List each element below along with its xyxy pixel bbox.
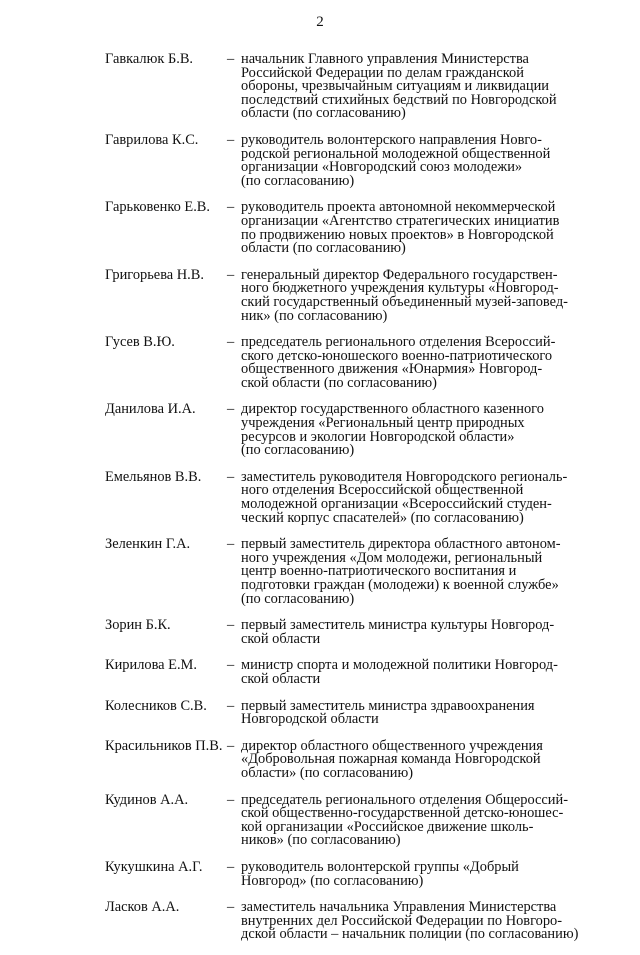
member-name: Данилова И.А. bbox=[105, 401, 196, 418]
member-position: первый заместитель министра здравоохранения Новгородской области bbox=[241, 697, 535, 728]
member-position: директор областного общественного учреждения «Добровольная пожарная команда Новгородской области» (по согласованию) bbox=[241, 737, 543, 781]
list-item bbox=[105, 791, 595, 849]
dash-separator: – bbox=[227, 536, 235, 553]
member-name: Красильников П.В. bbox=[105, 737, 223, 754]
dash-separator: – bbox=[227, 131, 235, 148]
dash-separator: – bbox=[227, 266, 235, 283]
member-name: Гавкалюк Б.В. bbox=[105, 51, 194, 67]
member-position: первый заместитель директора областного автоном- ного учреждения «Дом молодежи, региональный центр военно-патриотического воспитания и подготовки граждан (молодежи) к военной службе» (по согласованию) bbox=[241, 536, 561, 607]
member-name: Гусев В.Ю. bbox=[105, 334, 175, 351]
member-name: Зорин Б.К. bbox=[105, 617, 171, 634]
member-name: Гаврилова К.С. bbox=[105, 131, 199, 148]
page-number: 2 bbox=[316, 14, 324, 30]
member-list bbox=[105, 53, 595, 955]
member-position: директор государственного областного казенного учреждения «Региональный центр природных ресурсов и экологии Новгородской области» (по согласованию) bbox=[241, 401, 544, 459]
dash-separator: – bbox=[227, 657, 235, 674]
dash-separator: – bbox=[227, 51, 235, 67]
member-name: Емельянов В.В. bbox=[105, 468, 202, 485]
dash-separator: – bbox=[227, 791, 235, 808]
member-name: Гарьковенко Е.В. bbox=[105, 199, 210, 216]
member-name: Григорьева Н.В. bbox=[105, 266, 204, 283]
list-item bbox=[105, 201, 595, 255]
member-position: руководитель проекта автономной некоммерческой организации «Агентство стратегических инициатив по продвижению новых проектов» в Новгородской области (по согласованию) bbox=[241, 199, 560, 257]
list-item bbox=[105, 266, 595, 324]
member-position: первый заместитель министра культуры Новгород- ской области bbox=[241, 617, 555, 647]
list-item bbox=[105, 619, 595, 646]
member-position: руководитель волонтерской группы «Добрый Новгород» (по согласованию) bbox=[241, 858, 519, 889]
dash-separator: – bbox=[227, 858, 235, 875]
list-item bbox=[105, 336, 595, 390]
member-name: Колесников С.В. bbox=[105, 697, 207, 714]
dash-separator: – bbox=[227, 401, 235, 418]
member-position: заместитель начальника Управления Министерства внутренних дел Российской Федерации по Новгоро- дской области – начальник полиции (по согласованию) bbox=[241, 899, 579, 943]
list-item bbox=[105, 901, 595, 942]
list-item bbox=[105, 737, 595, 781]
list-item bbox=[105, 538, 595, 606]
member-position: начальник Главного управления Министерства Российской Федерации по делам гражданской обороны, чрезвычайным ситуациям и ликвидации последствий стихийных бедствий по Новгородской области (по согласованию) bbox=[241, 51, 557, 122]
dash-separator: – bbox=[227, 617, 235, 634]
list-item bbox=[105, 403, 595, 457]
member-position: председатель регионального отделения Общероссий- ской общественно-государственной детско-юношес- кой организации «Российское движение школь- ников» (по согласованию) bbox=[241, 791, 569, 849]
list-item bbox=[105, 659, 595, 686]
member-position: генеральный директор Федерального государствен- ного бюджетного учреждения культуры «Новгород- ский государственный объединенный музей-заповед- ник» (по согласованию) bbox=[241, 266, 568, 324]
dash-separator: – bbox=[227, 468, 235, 485]
member-name: Кирилова Е.М. bbox=[105, 657, 197, 674]
dash-separator: – bbox=[227, 199, 235, 216]
list-item bbox=[105, 697, 595, 728]
member-position: руководитель волонтерского направления Новго- родской региональной молодежной общественной организации «Новгородский союз молодежи» (по согласованию) bbox=[241, 131, 551, 189]
member-name: Кукушкина А.Г. bbox=[105, 858, 203, 875]
member-name: Кудинов А.А. bbox=[105, 791, 189, 808]
member-position: заместитель руководителя Новгородского региональ- ного отделения Всероссийской общественной молодежной организации «Всероссийский студен- ческий корпус спасателей» (по согласованию) bbox=[241, 468, 568, 526]
member-position: министр спорта и молодежной политики Новгород- ской области bbox=[241, 657, 558, 687]
list-item bbox=[105, 53, 595, 121]
list-item bbox=[105, 858, 595, 889]
dash-separator: – bbox=[227, 334, 235, 351]
member-position: председатель регионального отделения Всероссий- ского детско-юношеского военно-патриотического общественного движения «Юнармия» Новгород- ской области (по согласованию) bbox=[241, 334, 556, 391]
list-item bbox=[105, 131, 595, 189]
dash-separator: – bbox=[227, 697, 235, 714]
dash-separator: – bbox=[227, 737, 235, 754]
list-item bbox=[105, 468, 595, 526]
member-name: Зеленкин Г.А. bbox=[105, 536, 191, 553]
member-name: Ласков А.А. bbox=[105, 899, 180, 916]
dash-separator: – bbox=[227, 899, 235, 916]
